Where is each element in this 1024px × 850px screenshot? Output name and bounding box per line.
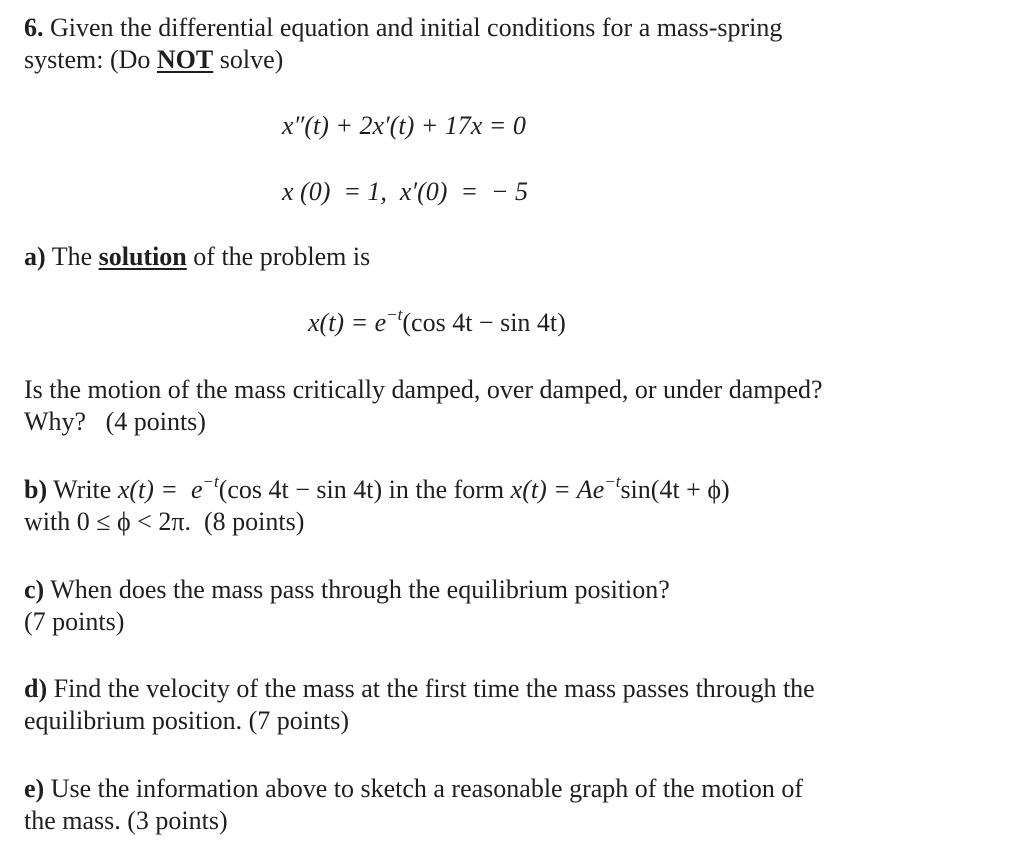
part-e-line-1: [24, 774, 803, 804]
problem-intro-text-2c: solve): [219, 45, 284, 74]
part-d-line-2: equilibrium position. (7 points): [24, 706, 349, 735]
part-b-form-exponent: −t: [604, 472, 621, 491]
part-b-expr-lhs: x(t) = e: [117, 475, 203, 504]
solution-rhs: (cos 4t − sin 4t): [402, 308, 566, 337]
solution-lhs: x(t) = e: [308, 308, 387, 337]
part-a-question-1: Is the motion of the mass critically damped, over damped, or under damped?: [24, 375, 823, 404]
part-c-label: c): [24, 575, 45, 604]
part-c-line-2: (7 points): [24, 607, 125, 636]
part-b-form-rhs: sin(4t + ϕ): [620, 475, 730, 504]
differential-equation: x″(t) + 2x′(t) + 17x = 0: [282, 111, 526, 140]
part-b-expr-exponent: −t: [202, 472, 219, 491]
part-d-line-1: [24, 674, 815, 704]
part-a-intro: [24, 242, 370, 272]
part-a-text-pre: The: [51, 242, 93, 271]
initial-conditions: x (0) = 1, x′(0) = − 5: [282, 177, 529, 206]
part-e-text-1: Use the information above to sketch a reasonable graph of the motion of: [50, 774, 804, 803]
part-d-text-1: Find the velocity of the mass at the first time the mass passes through the: [53, 674, 815, 703]
part-b-label: b): [24, 475, 48, 504]
solution-exponent: −t: [386, 305, 403, 324]
problem-number: 6.: [24, 13, 44, 42]
solution-equation: [308, 305, 566, 338]
part-a-label: a): [24, 242, 46, 271]
part-a-question-2: Why? (4 points): [24, 407, 206, 436]
part-d-label: d): [24, 674, 48, 703]
part-b-text-write: Write: [53, 475, 112, 504]
part-c-line-1: [24, 575, 670, 605]
problem-intro-text-2a: system: (Do: [24, 45, 151, 74]
solution-emphasis: solution: [98, 242, 187, 271]
part-a-text-post: of the problem is: [193, 242, 371, 271]
problem-intro-line-1: [24, 13, 782, 43]
part-c-text-1: When does the mass pass through the equilibrium position?: [50, 575, 670, 604]
problem-intro-text-1: Given the differential equation and initial conditions for a mass-spring: [50, 13, 783, 42]
problem-intro-line-2: [24, 45, 283, 75]
part-e-line-2: the mass. (3 points): [24, 806, 228, 835]
not-emphasis: NOT: [156, 45, 214, 74]
part-b-form-lhs: x(t) = Ae: [510, 475, 605, 504]
part-b-line-2: with 0 ≤ ϕ < 2π. (8 points): [24, 507, 305, 536]
part-b-line-1: [24, 472, 730, 505]
part-b-expr-rhs: (cos 4t − sin 4t): [218, 475, 383, 504]
part-e-label: e): [24, 774, 45, 803]
part-b-text-form: in the form: [388, 475, 505, 504]
